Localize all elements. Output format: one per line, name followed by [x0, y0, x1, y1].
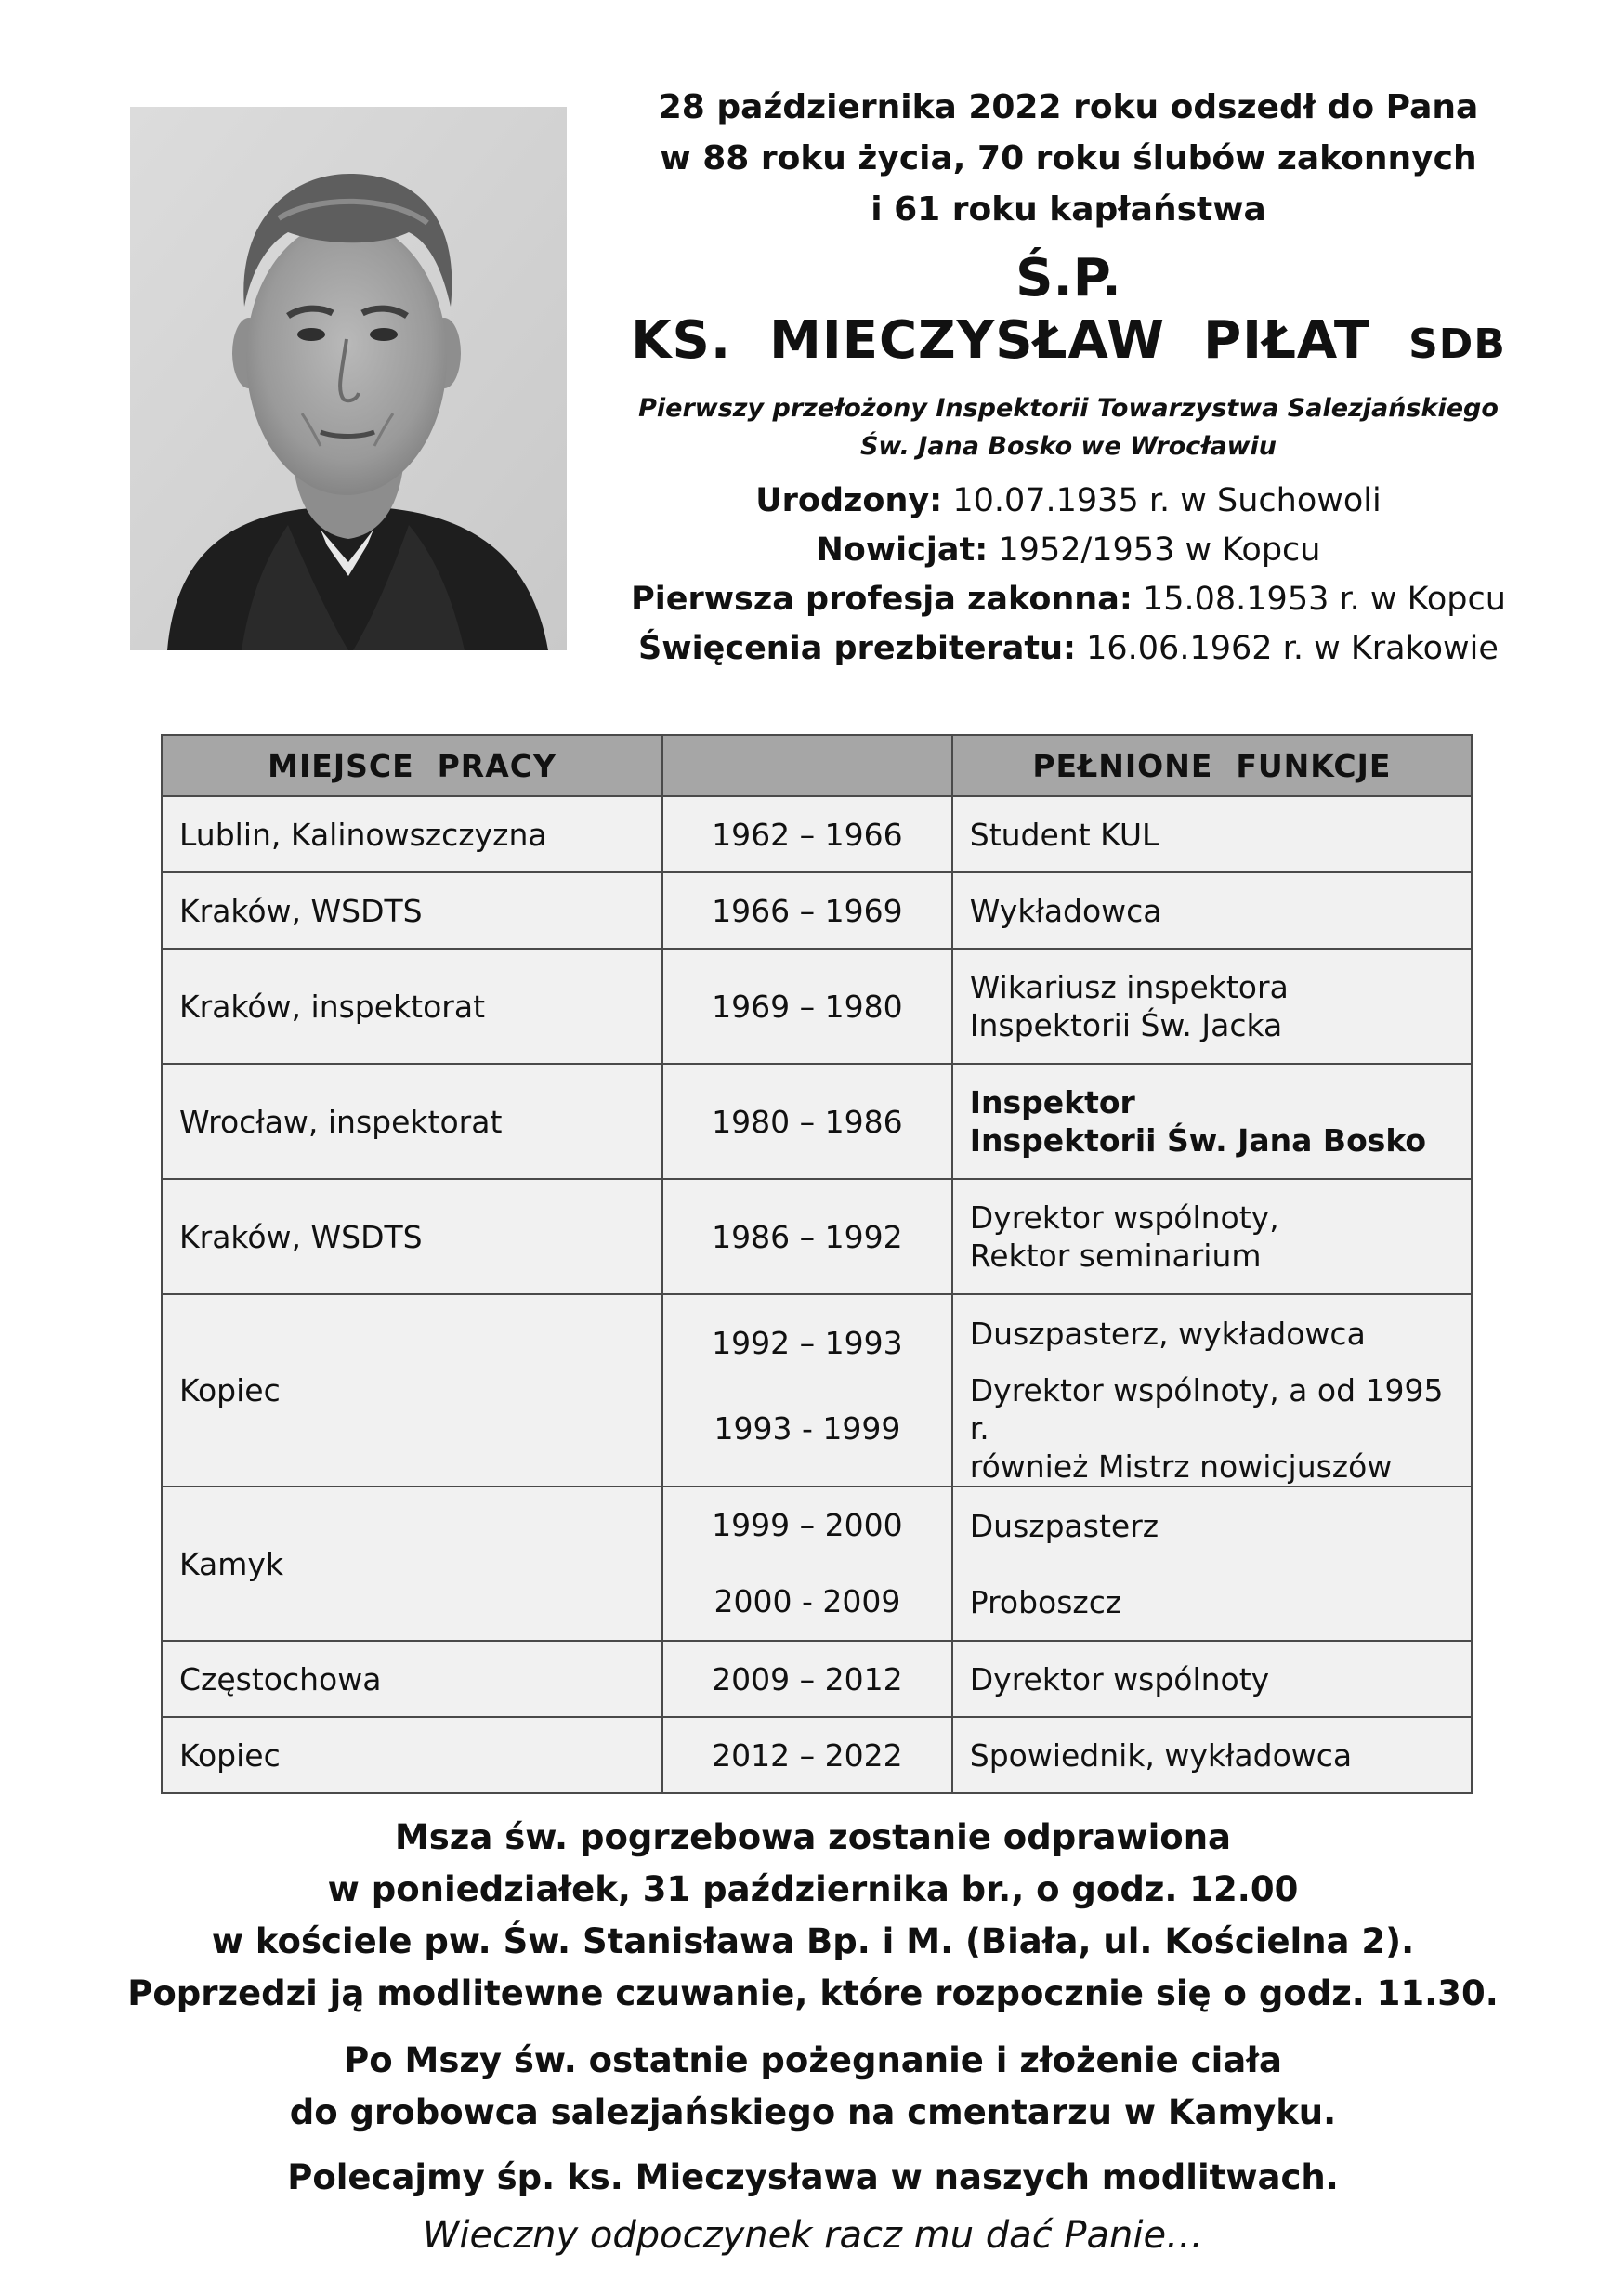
cell-functions: [952, 796, 1472, 872]
table-row: [162, 872, 1472, 949]
function-text: [970, 1199, 1279, 1275]
years-range: 1999 – 2000: [712, 1507, 903, 1543]
fact-label: Nowicjat:: [816, 531, 989, 569]
function-entry: [970, 1660, 1454, 1698]
burial-line: do grobowca salezjańskiego na cmentarzu w Kamyku.: [289, 2092, 1337, 2132]
function-text: [970, 1660, 1269, 1698]
cell-functions: [952, 1641, 1472, 1717]
fact-label: Święcenia prezbiteratu:: [638, 630, 1076, 667]
cell-place: Kraków, WSDTS: [162, 1179, 662, 1294]
function-line: Dyrektor wspólnoty,: [969, 1199, 1279, 1236]
table-row: [162, 1294, 1472, 1487]
function-line: Dyrektor wspólnoty: [969, 1660, 1270, 1697]
function-entry: [970, 816, 1454, 854]
years-range: 2000 - 2009: [714, 1583, 901, 1619]
function-text: [970, 892, 1162, 930]
fact-born: [604, 477, 1533, 526]
header-functions: PEŁNIONE FUNKCJE: [952, 735, 1472, 796]
name-suffix: SDB: [1408, 321, 1506, 368]
cell-place: Wrocław, inspektorat: [162, 1064, 662, 1179]
fact-value: 15.08.1953 r. w Kopcu: [1132, 581, 1506, 618]
function-entry: [970, 1295, 1454, 1371]
cell-place: Kopiec: [162, 1294, 662, 1487]
cell-functions: [952, 949, 1472, 1064]
years-range: 1962 – 1966: [712, 816, 903, 853]
cell-place: Kraków, WSDTS: [162, 872, 662, 949]
name-prefix: KS.: [631, 310, 732, 371]
service-table: [161, 734, 1473, 1794]
role-line: Pierwszy przełożony Inspektorii Towarzystwa Salezjańskiego: [638, 394, 1499, 423]
function-entry: [970, 968, 1454, 1044]
table-row: [162, 796, 1472, 872]
table-body: [162, 796, 1472, 1793]
cell-years: [662, 796, 952, 872]
table-row: [162, 1641, 1472, 1717]
years-range: 1966 – 1969: [712, 892, 903, 929]
function-entry: [970, 1487, 1454, 1564]
header-years: [662, 735, 952, 796]
mass-line: w poniedziałek, 31 października br., o godz. 12.00: [327, 1869, 1299, 1909]
function-line: Wikariusz inspektora: [969, 969, 1289, 1005]
prayer-request: Polecajmy śp. ks. Mieczysława w naszych modlitwach.: [287, 2157, 1339, 2197]
fact-value: 16.06.1962 r. w Krakowie: [1076, 630, 1499, 667]
cell-years: [662, 1717, 952, 1793]
fact-value: 1952/1953 w Kopcu: [988, 531, 1321, 569]
function-line: Dyrektor wspólnoty, a od 1995 r.: [969, 1372, 1444, 1447]
cell-functions: [952, 1487, 1472, 1641]
years-range: 1992 – 1993: [712, 1324, 903, 1361]
function-line: Student KUL: [969, 816, 1159, 853]
intro-line: 28 października 2022 roku odszedł do Pana: [658, 88, 1479, 126]
table-row: [162, 1487, 1472, 1641]
life-facts: [604, 477, 1533, 674]
function-entry: [970, 892, 1454, 930]
fact-novitiate: [604, 526, 1533, 575]
fact-value: 10.07.1935 r. w Suchowoli: [942, 482, 1382, 519]
portrait-photo: [130, 107, 567, 650]
function-line: Rektor seminarium: [969, 1238, 1262, 1274]
function-line: Proboszcz: [969, 1583, 1122, 1620]
cell-years: [662, 1179, 952, 1294]
fact-label: Urodzony:: [755, 482, 943, 519]
function-text: [970, 1371, 1454, 1486]
function-line: Spowiednik, wykładowca: [969, 1736, 1353, 1774]
cell-years: [662, 1064, 952, 1179]
mass-line: Msza św. pogrzebowa zostanie odprawiona: [394, 1817, 1232, 1857]
years-range: 2009 – 2012: [712, 1660, 903, 1697]
role-line: Św. Jana Bosko we Wrocławiu: [859, 432, 1277, 461]
cell-functions: [952, 1294, 1472, 1487]
function-line: Duszpasterz: [969, 1507, 1159, 1544]
cell-place: Kopiec: [162, 1717, 662, 1793]
table-row: [162, 1717, 1472, 1793]
obituary-header: [604, 82, 1533, 674]
mass-line: Poprzedzi ją modlitewne czuwanie, które rozpocznie się o godz. 11.30.: [127, 1973, 1499, 2013]
function-text: [970, 968, 1289, 1044]
cell-years: [662, 1294, 952, 1487]
years-range: 1993 - 1999: [714, 1409, 901, 1447]
cell-years: [662, 949, 952, 1064]
function-line: Duszpasterz, wykładowca: [969, 1315, 1366, 1352]
function-text: [970, 1083, 1426, 1160]
cell-place: Częstochowa: [162, 1641, 662, 1717]
cell-functions: [952, 1179, 1472, 1294]
cell-functions: [952, 1717, 1472, 1793]
role-description: [604, 389, 1533, 465]
intro-line: w 88 roku życia, 70 roku ślubów zakonnych: [660, 139, 1477, 177]
fact-first-profession: [604, 575, 1533, 624]
table-row: [162, 1179, 1472, 1294]
function-line: również Mistrz nowicjuszów: [969, 1448, 1393, 1485]
function-text: [970, 1736, 1352, 1775]
cell-years: [662, 1641, 952, 1717]
function-text: [970, 1583, 1121, 1621]
cell-place: Lublin, Kalinowszczyzna: [162, 796, 662, 872]
mass-info: [93, 1812, 1533, 2020]
burial-info: [93, 2035, 1533, 2139]
funeral-info: [93, 1812, 1533, 2263]
sp-title: Ś.P.: [1015, 248, 1121, 308]
cell-place: Kamyk: [162, 1487, 662, 1641]
years-range: 2012 – 2022: [712, 1736, 903, 1774]
function-line: Inspektorii Św. Jacka: [969, 1007, 1283, 1043]
table-header-row: [162, 735, 1472, 796]
fact-label: Pierwsza profesja zakonna:: [631, 581, 1133, 618]
function-text: [970, 816, 1159, 854]
death-announcement: [604, 82, 1533, 235]
function-entry: [970, 1083, 1454, 1160]
function-line: Inspektorii Św. Jana Bosko: [969, 1122, 1427, 1159]
years-range: 1980 – 1986: [712, 1103, 903, 1140]
function-text: [970, 1315, 1366, 1353]
deceased-name: [604, 309, 1533, 376]
intro-line: i 61 roku kapłaństwa: [871, 190, 1266, 229]
cell-place: Kraków, inspektorat: [162, 949, 662, 1064]
cell-functions: [952, 872, 1472, 949]
function-entry: [970, 1371, 1454, 1486]
years-range: 1969 – 1980: [712, 988, 903, 1025]
years-range: 1986 – 1992: [712, 1218, 903, 1255]
name-main: MIECZYSŁAW PIŁAT: [769, 310, 1371, 371]
function-line: Inspektor: [969, 1084, 1135, 1120]
mass-line: w kościele pw. Św. Stanisława Bp. i M. (Biała, ul. Kościelna 2).: [211, 1921, 1415, 1961]
cell-years: [662, 872, 952, 949]
burial-line: Po Mszy św. ostatnie pożegnanie i złożenie ciała: [344, 2040, 1282, 2080]
table-row: [162, 1064, 1472, 1179]
table-row: [162, 949, 1472, 1064]
function-entry: [970, 1199, 1454, 1275]
portrait-illustration: [130, 107, 567, 650]
function-line: Wykładowca: [969, 892, 1162, 929]
function-text: [970, 1507, 1159, 1545]
function-entry: [970, 1564, 1454, 1640]
cell-functions: [952, 1064, 1472, 1179]
fact-ordination: [604, 624, 1533, 674]
function-entry: [970, 1736, 1454, 1775]
header-place: MIEJSCE PRACY: [162, 735, 662, 796]
cell-years: [662, 1487, 952, 1641]
eternal-rest-line: Wieczny odpoczynek racz mu dać Panie…: [422, 2214, 1204, 2257]
